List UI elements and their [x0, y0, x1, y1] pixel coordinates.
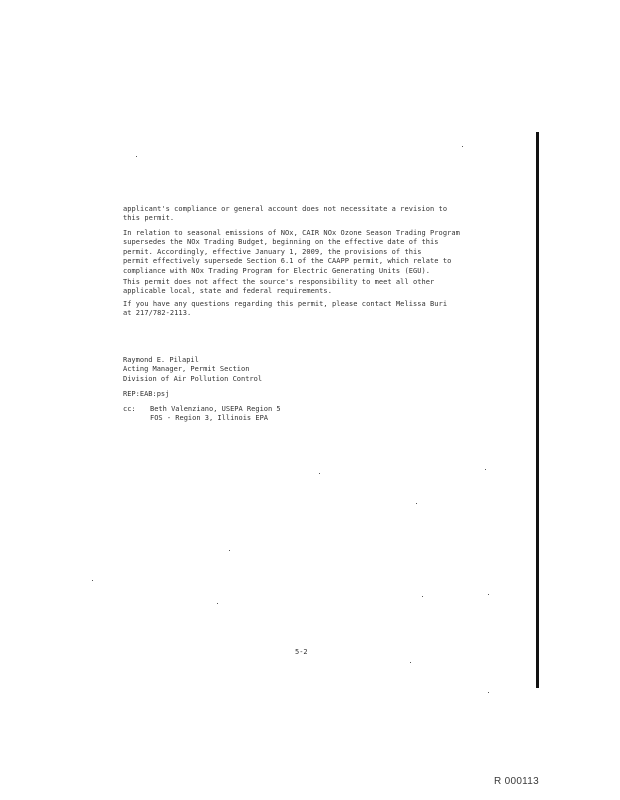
paragraph-contact: If you have any questions regarding this permit, please contact Melissa Buri at 217/782-2113.: [123, 300, 448, 318]
signature-block: [123, 356, 262, 384]
cc-row: [123, 405, 281, 414]
cc-label-spacer: [123, 414, 150, 423]
reference-initials: REP:EAB:psj: [123, 390, 170, 398]
scan-speck: [462, 146, 463, 147]
scan-speck: [488, 692, 489, 693]
scan-speck: [410, 662, 411, 663]
bates-number: R 000113: [494, 776, 540, 787]
cc-recipient: Beth Valenziano, USEPA Region 5: [150, 405, 281, 413]
cc-row: [123, 414, 281, 423]
scan-speck: [217, 603, 218, 604]
paragraph-cair-nox: In relation to seasonal emissions of NOx, CAIR NOx Ozone Season Trading Program supersedes the NOx Trading Budget, beginning on the effective date of this permit. Accordingly, effective January 1, 2009, the provisions of this permit effectively supersede Section 6.1 of the CAAPP permit, which relate to compliance with NOx Trading Program for Electric Generating Units (EGU).: [123, 229, 460, 275]
scan-speck: [488, 594, 489, 595]
signatory-name: Raymond E. Pilapil: [123, 356, 199, 364]
cc-label: cc:: [123, 405, 136, 413]
scan-speck: [319, 473, 320, 474]
page-number: 5-2: [295, 648, 308, 656]
scan-speck: [416, 503, 417, 504]
scan-speck: [422, 596, 423, 597]
paragraph-compliance: applicant's compliance or general account does not necessitate a revision to this permit.: [123, 205, 448, 223]
signatory-title: Acting Manager, Permit Section: [123, 365, 250, 374]
scan-speck: [485, 469, 486, 470]
paragraph-responsibility: This permit does not affect the source's responsibility to meet all other applicable local, state and federal requirements.: [123, 278, 435, 296]
cc-recipient: FOS - Region 3, Illinois EPA: [150, 414, 269, 423]
scan-speck: [92, 580, 93, 581]
signatory-division: Division of Air Pollution Control: [123, 374, 263, 383]
scan-edge-mark: [536, 132, 539, 688]
scan-speck: [136, 156, 137, 157]
scan-speck: [229, 550, 230, 551]
cc-block: [123, 405, 281, 424]
